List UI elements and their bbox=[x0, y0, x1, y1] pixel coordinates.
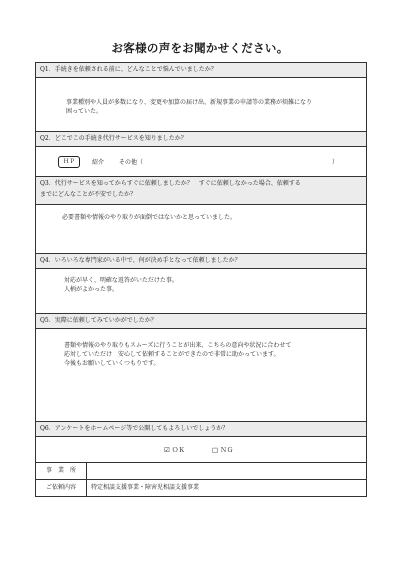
q1-answer-line: 困っていた。 bbox=[66, 108, 103, 115]
q5-answer-line: 今後もお願いしていくつもりです。 bbox=[64, 360, 160, 367]
option-other-close: ） bbox=[332, 159, 339, 166]
q2-answer bbox=[36, 147, 366, 177]
q5-answer bbox=[36, 329, 366, 422]
business-row bbox=[36, 463, 366, 480]
q5-question: Q5．実際に依頼してみていかがでしたか？ bbox=[36, 314, 366, 329]
q4-question: Q4．いろいろな専門家がいる中で、何が決め手となって依頼しましたか？ bbox=[36, 254, 366, 269]
q5-answer-line: 書類や情報のやり取りもスムーズに行うことが出来、こちらの意向や状況に合わせて bbox=[64, 342, 292, 349]
request-value: 特定相談支援事業・障害児相談支援事業 bbox=[91, 484, 200, 491]
q3-question-line: までにどんなことが不安でしたか？ bbox=[40, 191, 137, 198]
q2-question: Q2．どこでこの手続き代行サービスを知りましたか？ bbox=[36, 132, 366, 147]
q3-answer-line: 必要書類や情報のやり取りが面倒ではないかと思っていました。 bbox=[62, 214, 237, 221]
request-label: ご依頼内容 bbox=[36, 480, 87, 496]
option-ok-checked: ☑ ＯＫ bbox=[164, 446, 185, 454]
q3-question bbox=[36, 177, 366, 205]
q6-answer bbox=[36, 437, 366, 463]
q3-answer bbox=[36, 205, 366, 254]
page-title: お客様の声をお聞かせください。 bbox=[111, 41, 289, 55]
option-hp-circled: ＨＰ bbox=[58, 156, 80, 168]
survey-form bbox=[35, 62, 367, 497]
q3-question-line: Q3．代行サービスを知ってからすぐに依頼しましたか？ すぐに依頼しなかった場合、依頼する bbox=[40, 180, 301, 187]
q1-question: Q1．手続きを依頼される前に、どんなことで悩んでいましたか？ bbox=[36, 63, 366, 78]
business-value bbox=[87, 463, 91, 479]
option-ng: □ ＮＧ bbox=[212, 446, 234, 454]
business-label: 事 業 所 bbox=[36, 463, 87, 479]
option-introduction: 紹介 bbox=[92, 159, 105, 166]
q4-answer-line: 人柄がよかった事。 bbox=[64, 286, 119, 293]
request-row bbox=[36, 480, 366, 496]
q6-question: Q6．アンケートをホームページ等で公開してもよろしいでしょうか？ bbox=[36, 422, 366, 437]
q4-answer-line: 対応が早く、明確な返答がいただけた事。 bbox=[64, 277, 178, 284]
q1-answer bbox=[36, 78, 366, 132]
q4-answer bbox=[36, 269, 366, 314]
q1-answer-line: 事業種別や人員が多数になり、変更や加算の届け出、新規事業の申請等の業務が煩雑になり bbox=[66, 99, 313, 106]
option-other: その他（ bbox=[119, 159, 144, 166]
q5-answer-line: 応対していただけ 安心して依頼することができたので非常に助かっています。 bbox=[64, 351, 280, 358]
